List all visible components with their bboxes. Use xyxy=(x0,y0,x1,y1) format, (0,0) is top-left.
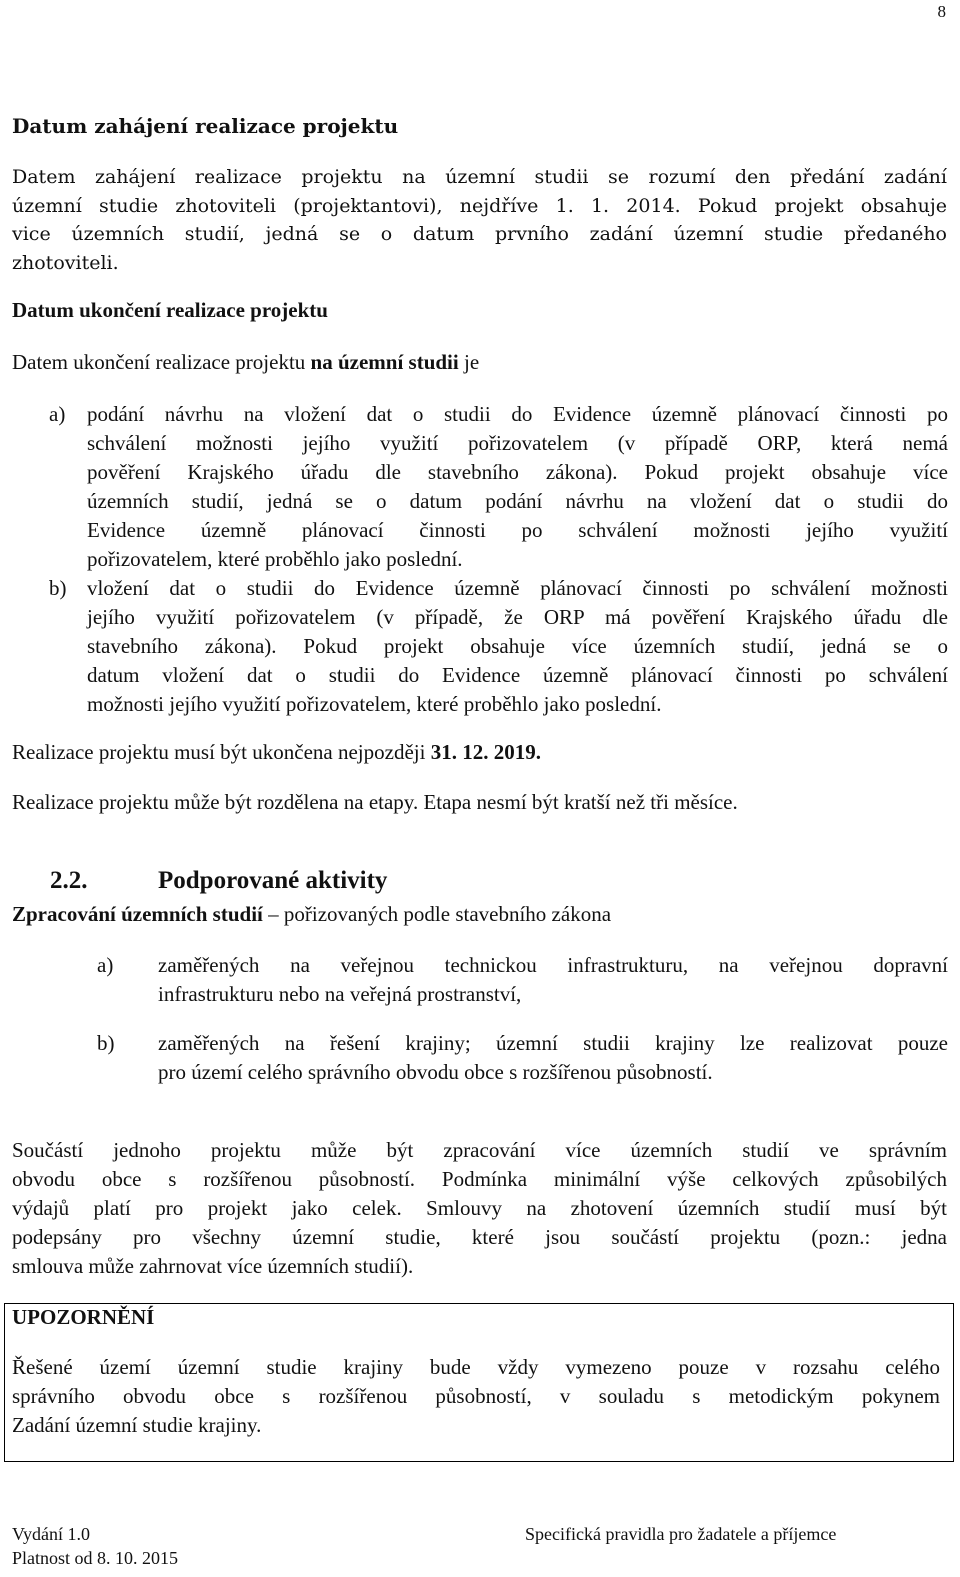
notice-line: Řešené území územní studie krajiny bude vždy vymezeno pouze v rozsahu celého xyxy=(12,1355,940,1379)
deadline-text xyxy=(12,740,541,765)
activity-line: infrastrukturu nebo na veřejná prostranství, xyxy=(158,982,522,1006)
activity-label-b: b) xyxy=(97,1031,115,1055)
list-item-line: schválení možnosti jejího využití pořizovatelem (v případě ORP, která nemá xyxy=(87,431,948,455)
paragraph-line: Součástí jednoho projektu může být zpracování více územních studií ve správním xyxy=(12,1138,947,1162)
footer-version: Vydání 1.0 xyxy=(12,1524,90,1544)
list-item-line: jejího využití pořizovatelem (v případě, že ORP má pověření Krajského úřadu dle xyxy=(87,605,948,629)
list-item-line: stavebního zákona). Pokud projekt obsahuje více územních studií, jedná se o xyxy=(87,634,948,658)
section-number: 2.2. xyxy=(50,867,88,894)
notice-title: UPOZORNĚNÍ xyxy=(12,1305,155,1329)
activity-line: zaměřených na veřejnou technickou infrastrukturu, na veřejnou dopravní xyxy=(158,953,948,977)
paragraph-line: výdajů platí pro projekt jako celek. Smlouvy na zhotovení územních studií musí být xyxy=(12,1196,947,1220)
notice-line: správního obvodu obce s rozšířenou působností, v souladu s metodickým pokynem xyxy=(12,1384,940,1408)
paragraph-line: územní studie zhotoviteli (projektantovi), nejdříve 1. 1. 2014. Pokud projekt obsahuje xyxy=(12,195,947,217)
subsection-bold: Zpracování územních studií xyxy=(12,902,263,926)
paragraph-line: vice územních studií, jedná se o datum prvního zadání územní studie předaného xyxy=(12,223,947,245)
activity-line: pro území celého správního obvodu obce s rozšířenou působností. xyxy=(158,1060,713,1084)
paragraph-line: Datem zahájení realizace projektu na územní studii se rozumí den předání zadání xyxy=(12,166,947,188)
end-date-intro xyxy=(12,350,479,375)
page-number: 8 xyxy=(937,2,946,21)
intro-suffix: je xyxy=(458,350,480,374)
stages-text: Realizace projektu může být rozdělena na etapy. Etapa nesmí být kratší než tři měsíce. xyxy=(12,790,738,814)
list-item-line: pověření Krajského úřadu dle stavebního zákona). Pokud projekt obsahuje více xyxy=(87,460,948,484)
list-item-line: pořizovatelem, které proběhlo jako poslední. xyxy=(87,547,463,571)
paragraph-line: zhotoviteli. xyxy=(12,252,119,274)
list-item-line: Evidence územně plánovací činnosti po schválení možnosti jejího využití xyxy=(87,518,948,542)
subsection-rest: – pořizovaných podle stavebního zákona xyxy=(262,902,612,926)
section-heading-start-date: Datum zahájení realizace projektu xyxy=(12,114,399,138)
activity-line: zaměřených na řešení krajiny; územní studii krajiny lze realizovat pouze xyxy=(158,1031,948,1055)
section-heading-end-date: Datum ukončení realizace projektu xyxy=(12,298,328,322)
activity-label-a: a) xyxy=(97,953,114,977)
intro-text: Datem ukončení realizace projektu xyxy=(12,350,311,374)
list-item-line: datum vložení dat o studii do Evidence územně plánovací činnosti po schválení xyxy=(87,663,948,687)
paragraph-line: podepsány pro všechny územní studie, které jsou součástí projektu (pozn.: jedna xyxy=(12,1225,947,1249)
intro-bold: na územní studii xyxy=(310,350,459,374)
list-label-a: a) xyxy=(49,402,66,426)
list-label-b: b) xyxy=(49,576,67,600)
section-title: Podporované aktivity xyxy=(158,867,388,894)
footer-validity: Platnost od 8. 10. 2015 xyxy=(12,1548,179,1568)
paragraph-line: smlouva může zahrnovat více územních studií). xyxy=(12,1254,414,1278)
list-item-line: vložení dat o studii do Evidence územně plánovací činnosti po schválení možnosti xyxy=(87,576,948,600)
subsection-heading xyxy=(12,902,611,927)
notice-line: Zadání územní studie krajiny. xyxy=(12,1413,262,1437)
list-item-line: možnosti jejího využití pořizovatelem, které proběhlo jako poslední. xyxy=(87,692,662,716)
deadline-prefix: Realizace projektu musí být ukončena nejpozději xyxy=(12,740,431,764)
paragraph-line: obvodu obce s rozšířenou působností. Podmínka minimální výše celkových způsobilých xyxy=(12,1167,947,1191)
deadline-date: 31. 12. 2019. xyxy=(430,740,541,764)
list-item-line: podání návrhu na vložení dat o studii do Evidence územně plánovací činnosti po xyxy=(87,402,948,426)
list-item-line: územních studií, jedná se o datum podání návrhu na vložení dat o studii do xyxy=(87,489,948,513)
footer-doc-title: Specifická pravidla pro žadatele a příjemce xyxy=(525,1524,837,1544)
